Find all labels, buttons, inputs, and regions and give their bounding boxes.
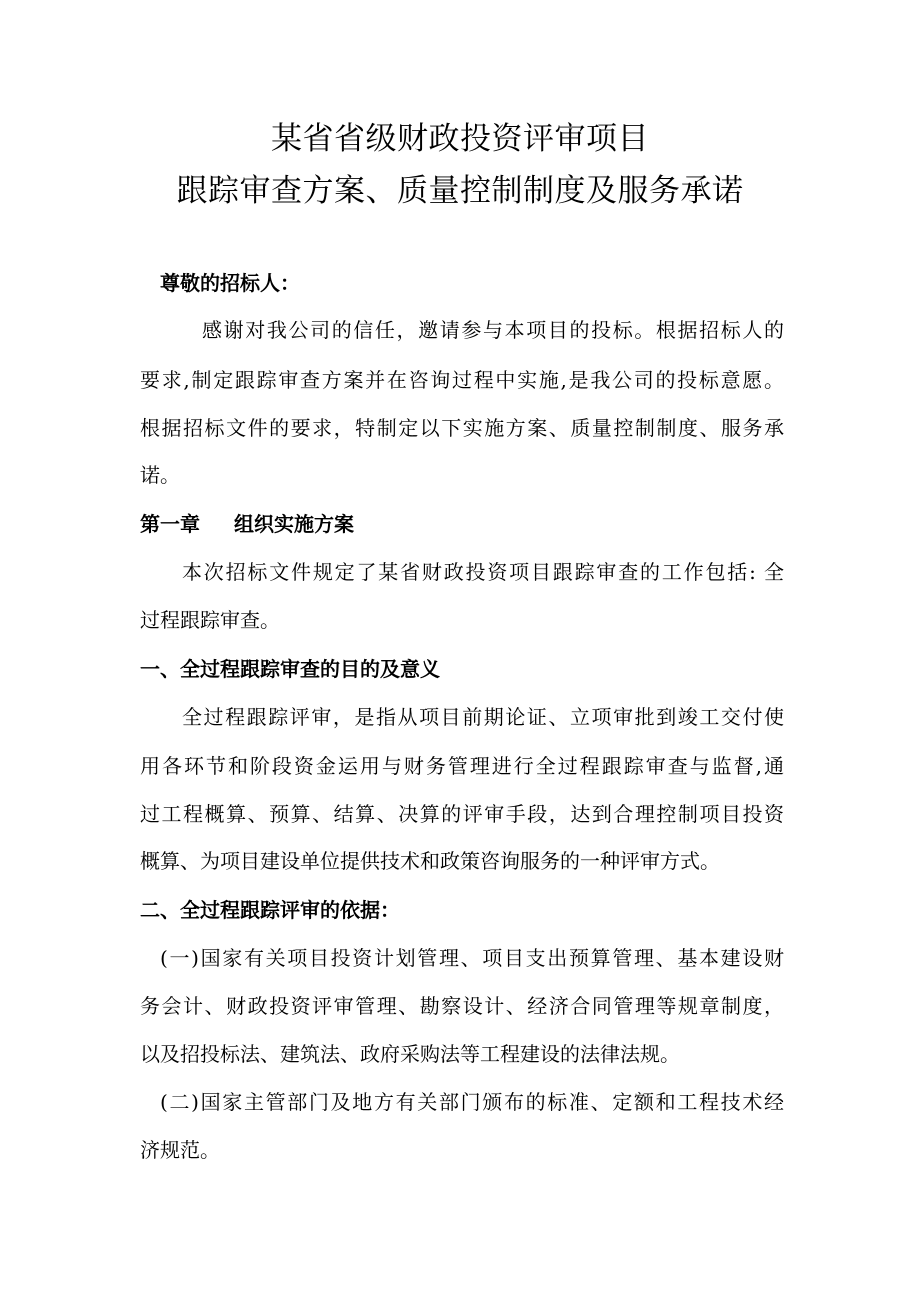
chapter-1-text-line-2: 过程跟踪审查。 xyxy=(140,608,280,632)
chapter-name: 组织实施方案 xyxy=(234,512,354,536)
chapter-number: 第一章 xyxy=(140,512,200,536)
section-2-item-1-line-2: 务会计、财政投资评审管理、勘察设计、经济合同管理等规章制度， xyxy=(140,994,784,1018)
section-2-item-1-line-1: (一)国家有关项目投资计划管理、项目支出预算管理、基本建设财 xyxy=(160,946,784,970)
section-1-line-2: 用各环节和阶段资金运用与财务管理进行全过程跟踪审查与监督,通 xyxy=(140,754,784,778)
intro-line-3: 根据招标文件的要求，特制定以下实施方案、质量控制制度、服务承 xyxy=(140,416,784,440)
document-title-line-2: 跟踪审查方案、质量控制制度及服务承诺 xyxy=(176,173,744,209)
section-2-heading: 二、全过程跟踪评审的依据： xyxy=(140,898,400,922)
section-1-line-1: 全过程跟踪评审，是指从项目前期论证、立项审批到竣工交付使 xyxy=(182,705,784,729)
intro-line-2: 要求,制定跟踪审查方案并在咨询过程中实施,是我公司的投标意愿。 xyxy=(140,368,784,392)
intro-line-4: 诺。 xyxy=(140,463,180,487)
section-2-item-1-line-3: 以及招投标法、建筑法、政府采购法等工程建设的法律法规。 xyxy=(140,1042,680,1066)
section-1-heading: 一、全过程跟踪审查的目的及意义 xyxy=(140,657,440,681)
section-1-line-4: 概算、为项目建设单位提供技术和政策咨询服务的一种评审方式。 xyxy=(140,849,720,873)
chapter-1-heading xyxy=(140,510,354,538)
section-2-item-2-line-2: 济规范。 xyxy=(140,1138,220,1162)
document-title-line-1: 某省省级财政投资评审项目 xyxy=(271,121,649,157)
section-2-item-2-line-1: (二)国家主管部门及地方有关部门颁布的标准、定额和工程技术经 xyxy=(160,1090,784,1114)
intro-line-1: 感谢对我公司的信任，邀请参与本项目的投标。根据招标人的 xyxy=(202,318,784,342)
salutation: 尊敬的招标人： xyxy=(160,271,300,295)
section-1-line-3: 过工程概算、预算、结算、决算的评审手段，达到合理控制项目投资 xyxy=(140,802,784,826)
chapter-1-text-line-1: 本次招标文件规定了某省财政投资项目跟踪审查的工作包括: 全 xyxy=(182,560,784,584)
